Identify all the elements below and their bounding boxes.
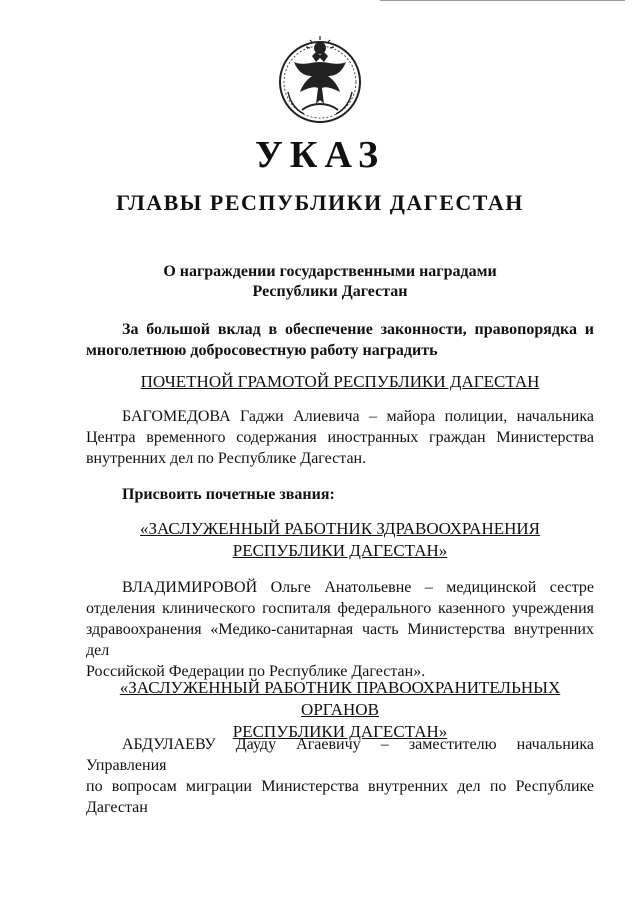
award-heading-law-enforcement-line-1: «ЗАСЛУЖЕННЫЙ РАБОТНИК ПРАВООХРАНИТЕЛЬНЫХ ОРГАНОВ [119,678,561,719]
intro-paragraph [86,319,594,361]
coat-of-arms-emblem [272,32,368,128]
award-heading-gramota [86,371,594,393]
decree-issuer: ГЛАВЫ РЕСПУБЛИКИ ДАГЕСТАН [116,190,524,215]
subject-line-2: Республики Дагестан [252,283,408,300]
scan-edge-line [380,0,625,1]
award-heading-law-enforcement-line-2: РЕСПУБЛИКИ ДАГЕСТАН» [232,722,448,741]
recipient1-line-3: внутренних дел по Республике Дагестан. [86,450,367,467]
award-heading-healthcare [86,518,594,562]
recipient2-line-4: Российской Федерации по Республике Дагестан». [86,663,426,680]
recipient1-line-1: БАГОМЕДОВА Гаджи Алиевича – майора полиции, начальника [122,408,594,425]
recipient3-line-2: по вопросам миграции Министерства внутренних дел по Республике [86,778,594,795]
honorary-titles-intro-text: Присвоить почетные звания: [122,486,335,503]
award-heading-healthcare-line-2: РЕСПУБЛИКИ ДАГЕСТАН» [232,541,448,560]
award-healthcare-recipient [86,577,594,682]
decree-title: УКАЗ [255,134,385,176]
subject-line-1: О награждении государственными наградами [163,263,497,280]
award-gramota-recipient [86,406,594,469]
honorary-titles-intro [86,484,594,505]
intro-line-2: многолетнюю добросовестную работу наградить [86,342,438,359]
recipient2-line-1: ВЛАДИМИРОВОЙ Ольге Анатольевне – медицинской сестре [122,579,594,596]
decree-subject [160,262,500,302]
award-heading-gramota-text: ПОЧЕТНОЙ ГРАМОТОЙ РЕСПУБЛИКИ ДАГЕСТАН [140,372,540,391]
recipient2-line-3: здравоохранения «Медико-санитарная часть Министерства внутренних дел [86,621,594,659]
intro-line-1: За большой вклад в обеспечение законности, правопорядка и [122,321,594,338]
recipient3-line-3: Дагестан [86,799,148,816]
award-heading-healthcare-line-1: «ЗАСЛУЖЕННЫЙ РАБОТНИК ЗДРАВООХРАНЕНИЯ [139,519,541,538]
award-law-enforcement-recipient [86,734,594,818]
recipient1-line-2: Центра временного содержания иностранных граждан Министерства [86,429,594,446]
recipient3-line-1: АБДУЛАЕВУ Дауду Агаевичу – заместителю начальника Управления [86,736,594,774]
recipient2-line-2: отделения клинического госпиталя федерального казенного учреждения [86,600,594,617]
